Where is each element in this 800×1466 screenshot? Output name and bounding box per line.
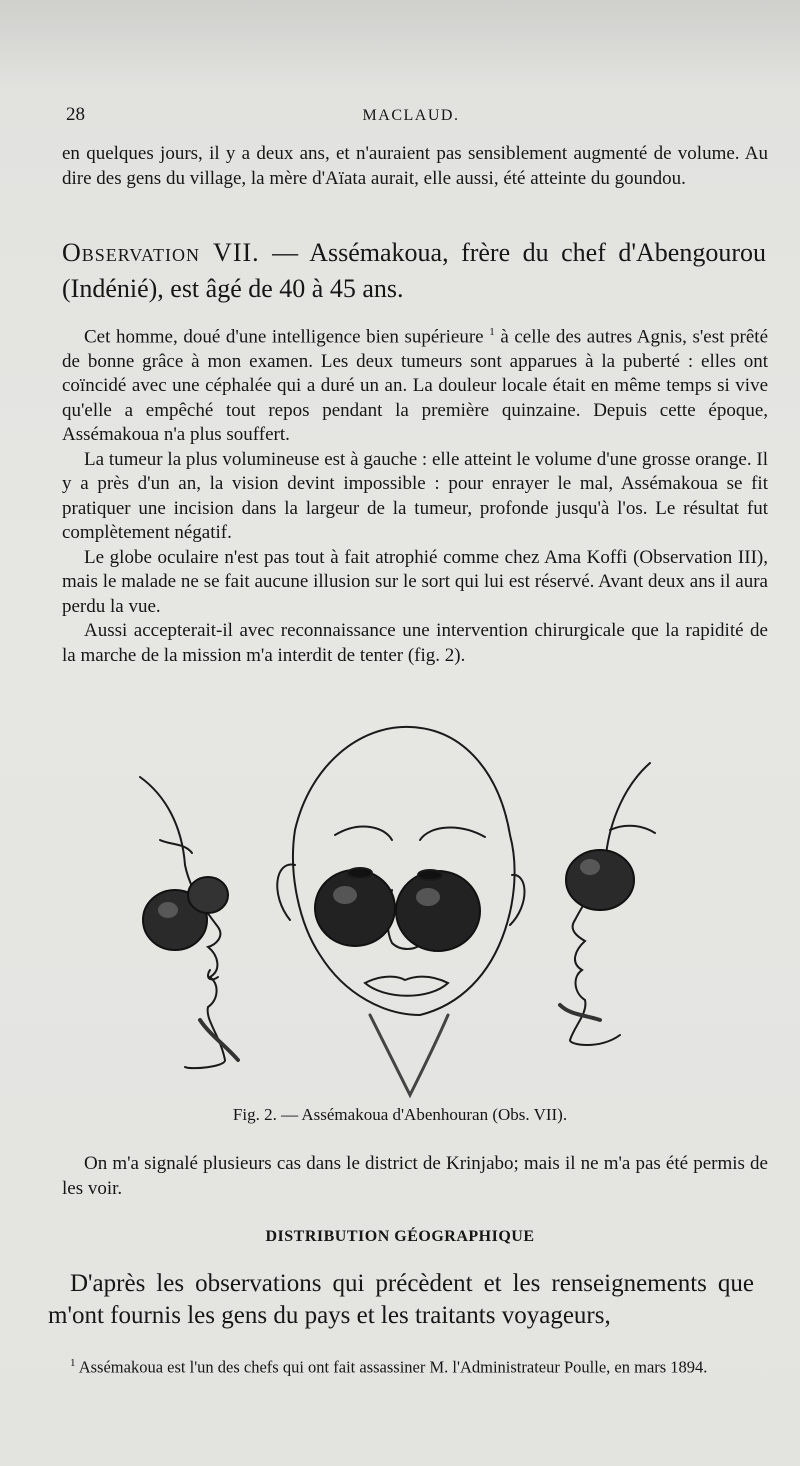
paragraph: Le globe oculaire n'est pas tout à fait atrophié comme chez Ama Koffi (Observation III), mais le malade ne se fait aucune illusion sur le sort qui lui est réservé. Avant deux ans il aura perdu la vue. [62,546,768,617]
paragraph: Aussi accepterait-il avec reconnaissance une intervention chirurgicale que la rapidité de la marche de la mission m'a interdit de tenter (fig. 2). [62,620,768,666]
paragraph: On m'a signalé plusieurs cas dans le district de Krinjabo; mais il ne m'a pas été permis de les voir. [62,1153,768,1199]
footnote-marker: 1 [489,326,495,338]
observation-body [62,320,768,668]
section-heading: DISTRIBUTION GÉOGRAPHIQUE [265,1228,535,1245]
paragraph: La tumeur la plus volumineuse est à gauche : elle atteint le volume d'une grosse orange. Il y a près d'un an, la vision devint impossible : pour enrayer le mal, Assémakoua se fit pratiquer une incision dans la largeur de la tumeur, profonde jusqu'à l'os. Le résultat fut complètement négatif. [62,448,768,544]
figure-illustration [130,715,670,1110]
footnote [48,1352,754,1379]
observation-label: Observation VII. [62,238,260,267]
observation-heading [62,235,766,307]
paragraph-text: à celle des autres Agnis, s'est prêté de bonne grâce à mon examen. Les deux tumeurs sont apparues à la puberté : elles ont coïncidé avec une céphalée qui a duré un an. La douleur locale était en même temps si vive qu'elle a empêché tout repos pendant la première quinzaine. Depuis cette époque, Assémakoua n'a plus souffert. [62,326,768,446]
figure-caption: Fig. 2. — Assémakoua d'Abenhouran (Obs. VII). [232,1105,568,1124]
paragraph: D'après les observations qui précèdent et les renseignements que m'ont fournis les gens du pays et les traitants voyageurs, [48,1270,754,1329]
page-header [66,104,756,130]
running-title: MACLAUD. [362,107,460,124]
observation-title: — Assémakoua, frère du chef d'Abengourou (Indénié), est âgé de 40 à 45 ans. [62,238,767,303]
paragraph [62,320,768,448]
opening-paragraph [62,142,768,191]
section-intro [48,1268,754,1332]
page-number: 28 [66,104,85,125]
footnote-paragraph [48,1352,754,1379]
paragraph: en quelques jours, il y a deux ans, et n'auraient pas sensiblement augmenté de volume. Au dire des gens du village, la mère d'Aïata aurait, elle aussi, été atteinte du goundou. [62,143,768,189]
paragraph-text: Cet homme, doué d'une intelligence bien supérieure [84,326,484,348]
footnote-marker: 1 [70,1357,76,1369]
footnote-text: Assémakoua est l'un des chefs qui ont fait assassiner M. l'Administrateur Poulle, en mars 1894. [78,1357,708,1377]
district-paragraph [62,1152,768,1201]
